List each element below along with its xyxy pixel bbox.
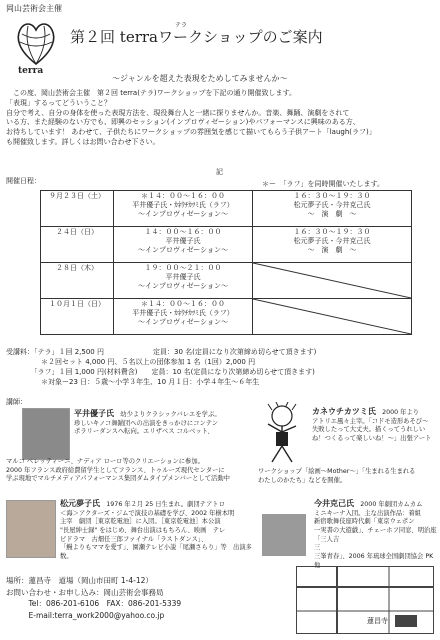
schedule-label: 開催日程：: [6, 177, 41, 185]
title-ruby: テラ: [175, 22, 188, 29]
bio-line: ミニキーナ入団。主な出演作品：着組: [314, 509, 422, 517]
terra-logo-icon: [14, 18, 58, 72]
schedule-empty-cell: [253, 299, 412, 335]
logo-wordmark: terra: [18, 66, 44, 76]
bio-line: ビドラマ 古畑任三郎ファイナル「ラストダンス」、: [60, 535, 208, 543]
instructor-name: カネウチカツミ氏: [312, 407, 376, 416]
fees-section: [6, 347, 436, 388]
instructor-photo: [6, 500, 56, 558]
schedule-date: ２８日（木）: [41, 263, 114, 299]
bio-line: "長屋紳士録" をはじめ、舞台出演はもちろん、映画 テレ: [60, 527, 226, 535]
title-main: terraワークショップのご案内: [119, 28, 323, 46]
session-genre: 〜インプロヴィゼーション〜: [137, 317, 229, 326]
empty-cell-slash: [253, 263, 411, 298]
instructor-name: 平井優子氏: [74, 409, 114, 418]
schedule-date: ９月２３日（土）: [41, 191, 114, 227]
instructor-photo: [22, 408, 70, 460]
email-line[interactable]: E-mail:terra_work2000@yahoo.co.jp: [6, 610, 165, 620]
instructor-bio: [60, 498, 256, 562]
session-time: １９：００〜２１：００: [144, 264, 222, 272]
schedule-empty-cell: [253, 263, 412, 299]
fee-line: 受講料：「テラ」１回 2,500 円 定員：30 名(定員になり次第締め切らせて頂きます): [6, 348, 317, 356]
instructor-bio-wide: [258, 468, 438, 485]
subtitle: 〜ジャンルを超えた表現をためしてみませんか〜: [112, 74, 288, 83]
instructors-heading: 講師：: [6, 398, 27, 406]
map-venue-label: 蓮昌寺: [367, 617, 388, 625]
session-time: ＊１４：００〜１６：００: [141, 192, 225, 200]
bio-line: 三: [314, 544, 321, 552]
schedule-date: １０月１日（日）: [41, 299, 114, 335]
map-streets-icon: [297, 567, 433, 633]
session-genre: 〜 演 劇 〜: [307, 245, 357, 254]
session-instructor: 松元夢子氏・今井克己氏: [293, 236, 371, 245]
laugh-note: ＊ー 「ラフ」を同時開催いたします。: [262, 180, 384, 188]
session-instructor: 平井優子氏・ｶﾈｳﾁｶﾂﾐ氏（ラフ）: [132, 200, 234, 209]
instructor-name: 今井克己氏: [314, 499, 354, 508]
instructor-bio: [312, 406, 436, 444]
intro-line: も開催致します。詳しくはお問い合わせ下さい。: [6, 137, 160, 146]
session-time: １６：３０〜１９：３０: [293, 192, 371, 200]
schedule-row: [41, 299, 412, 335]
instructor-photo: [262, 514, 306, 556]
page-title: [70, 28, 323, 47]
bio-line: 学ぶ現地でマルチメディアパフォーマンス集団ダムタイプメンバーとして活動中: [6, 475, 230, 483]
bio-line: ワークショップ「絵画〜Mother〜」「生まれる生まれる: [258, 468, 416, 475]
bio-line: 三峯青春」、2006 年琉球全国劇団協会 PK 他: [314, 553, 434, 569]
schedule-session: [114, 299, 253, 335]
bio-line: 幼少よりクラシックバレエを学ぶ。: [120, 411, 221, 418]
bio-line: 1976 年２月 25 日生まれ。劇団テアトロ: [106, 501, 225, 508]
instructor-bio: [74, 408, 244, 437]
schedule-session: [114, 227, 253, 263]
schedule-session: [253, 191, 412, 227]
instructor-bio: [314, 498, 438, 571]
fee-line: 「ラフ」１回 1,000 円(材料費含) 定員：10 名(定員になり次第締め切らせて頂きます): [6, 368, 315, 377]
intro-text: [6, 89, 432, 148]
bio-line: 珍しいキノコ舞踊団への出演をきっかけにコンテン: [74, 419, 219, 427]
session-genre: 〜 演 劇 〜: [307, 209, 357, 218]
ki-mark: 記: [216, 168, 223, 176]
session-time: １４：００〜１６：００: [144, 228, 222, 236]
bio-line: 失敗したって大丈夫。描くってうれしい: [312, 426, 426, 434]
intro-line: お待ちしています！ あわせて、子供たちにワークショップの雰囲気を感じて描いてもらう子供アート「laugh(ラフ)」: [6, 128, 376, 137]
bio-line: 2000 年フランス政府給費留学生としてフランス、トゥルーズ現代センターに: [6, 466, 225, 474]
bio-line: 2000 年劇団カムカム: [360, 501, 423, 508]
session-time: １６：３０〜１９：３０: [293, 228, 371, 236]
intro-line: 自分で考え、自分の身体を使った表現方法を、現役舞台人と一緒に探りませんか。音楽、舞踊、演劇をされて: [6, 108, 350, 117]
bio-line: ね！つくるって楽しいね！〜」出張アート: [312, 435, 432, 443]
venue-map: [296, 566, 434, 634]
footer-contact: [6, 575, 181, 622]
instructor-bio-wide: [6, 458, 246, 484]
bio-line: 主宰 劇団［東京乾電池］に入団。［東京乾電池］本公演: [60, 518, 221, 526]
schedule-session: [114, 191, 253, 227]
bio-line: 「鰻よりもママを愛す」、園瀬テレビ小説「尾瀬さらり」等 出演多数。: [60, 544, 252, 561]
schedule-session: [114, 263, 253, 299]
contact-line: お問い合わせ・お申し込み：岡山芸術会事務局: [6, 587, 164, 597]
session-genre: 〜インプロヴィゼーション〜: [137, 245, 229, 254]
bio-line: ＜海＞アクターズ・ジムで演技の基礎を学び、2002 年横本明: [60, 509, 235, 517]
intro-line: いる方、また経験のない方でも、即興のセッション(インプロヴィゼーション)やパフォーマンスに興味のある方、: [6, 118, 360, 127]
session-genre: 〜インプロヴィゼーション〜: [137, 209, 229, 218]
session-genre: 〜インプロヴィゼーション〜: [137, 281, 229, 290]
bio-line: 新宿歌舞伎座時代劇「東京ウェポン: [314, 518, 415, 526]
schedule-table: [40, 190, 412, 335]
schedule-row: [41, 227, 412, 263]
schedule-session: [253, 227, 412, 263]
schedule-row: [41, 191, 412, 227]
session-instructor: 平井優子氏: [165, 272, 201, 281]
intro-line: この度、岡山芸術会主催 第２回 terra(テラ)ワークショップを下記の通り開催致します。: [6, 89, 296, 97]
bio-line: わたしのかたち」などを開催。: [258, 476, 347, 484]
venue-line: 場所：蓮昌寺 道場（岡山市田町 1-4-12）: [6, 576, 153, 585]
bio-line: ポラリーダンスへ転向。エリザベス コルベット、: [74, 428, 214, 436]
phone-line: Tel：086-201-6106 FAX：086-201-5339: [6, 599, 182, 609]
instructor-illustration: [258, 402, 306, 466]
bio-line: 2000 年より: [382, 409, 420, 416]
session-time: ＊１４：００〜１６：００: [141, 300, 225, 308]
bio-line: アトリエ風々主宰。「コドモ造形あそび〜: [312, 417, 429, 425]
session-instructor: 松元夢子氏・今井克己氏: [293, 200, 371, 209]
fee-line: ＊対象ー23 日：５歳〜小学３年生、10 月１日：小学４年生〜６年生: [6, 378, 260, 387]
schedule-row: [41, 263, 412, 299]
session-instructor: 平井優子氏: [165, 236, 201, 245]
bio-line: マルコ ベレッティーニ、ナディア ローロ等のクリエーションに参加。: [6, 458, 204, 465]
instructor-name: 松元夢子氏: [60, 499, 100, 508]
empty-cell-slash: [253, 299, 411, 334]
bio-line: 一実書の大遊戯」、チェーホフ同窓、明治座「三人吉: [314, 527, 437, 543]
schedule-date: ２４日（日）: [41, 227, 114, 263]
session-instructor: 平井優子氏・ｶﾈｳﾁｶﾂﾐ氏（ラフ）: [132, 308, 234, 317]
intro-line: 「表現」するってどういうこと？: [6, 98, 111, 107]
title-prefix: 第２回: [70, 28, 116, 46]
organizer-label: 岡山芸術会主催: [6, 4, 62, 13]
fee-line: ＊２回セット 4,000 円、５名以上の団体参加 1 名（1回）2,000 円: [6, 358, 256, 367]
